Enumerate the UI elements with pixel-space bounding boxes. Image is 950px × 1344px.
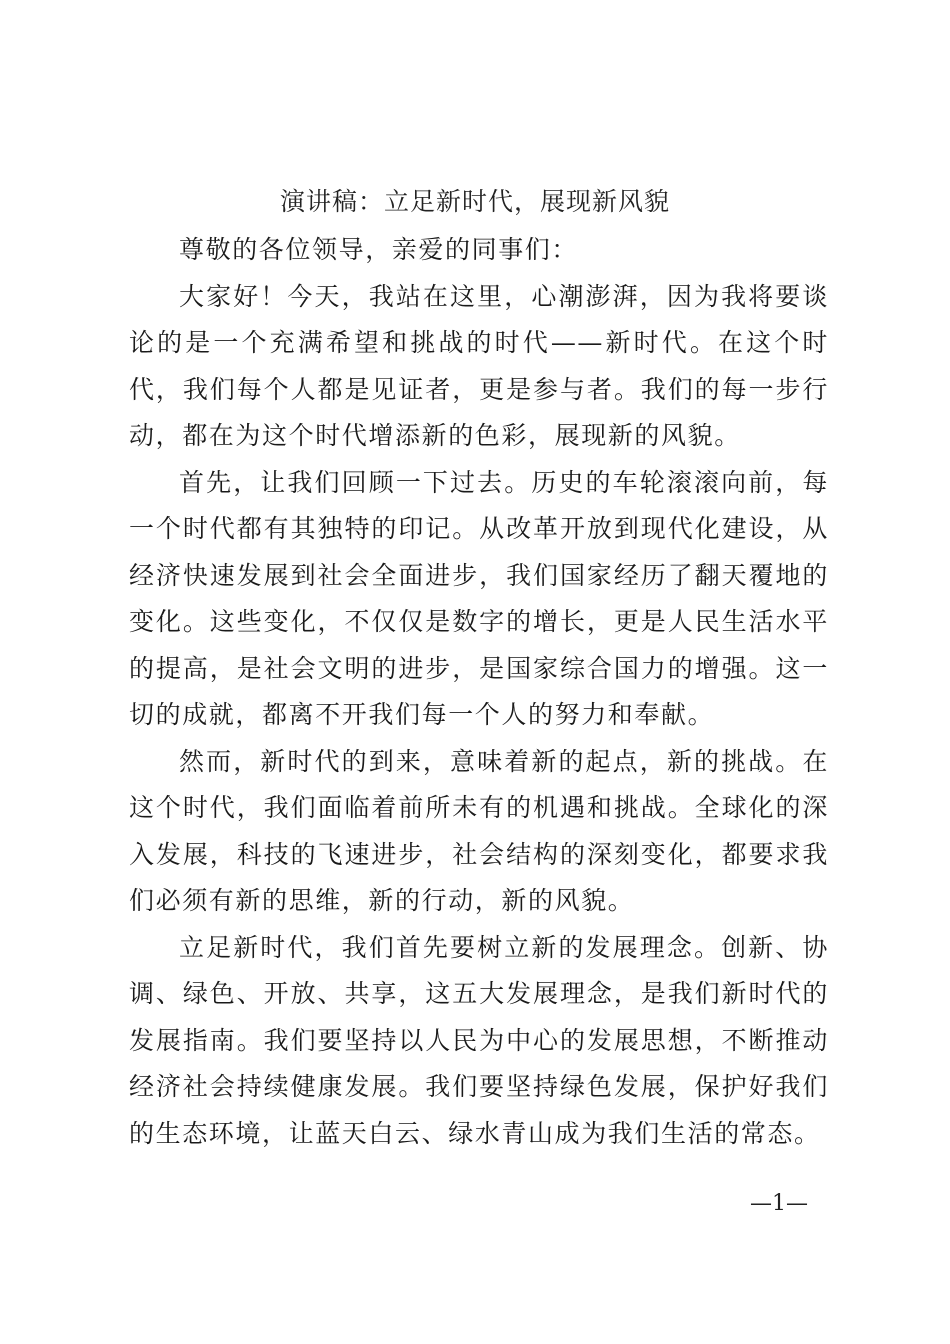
paragraph: 然而，新时代的到来，意味着新的起点，新的挑战。在这个时代，我们面临着前所未有的机遇和挑战。全球化的深入发展，科技的飞速进步，社会结构的深刻变化，都要求我们必须有新的思维，新的行动，新的风貌。 — [129, 746, 829, 915]
document-title: 演讲稿：立足新时代，展现新风貌 — [279, 187, 670, 216]
page-number: —1— — [750, 1191, 808, 1216]
paragraph: 首先，让我们回顾一下过去。历史的车轮滚滚向前，每一个时代都有其独特的印记。从改革开放到现代化建设，从经济快速发展到社会全面进步，我们国家经历了翻天覆地的变化。这些变化，不仅仅是数字的增长，更是人民生活水平的提高，是社会文明的进步，是国家综合国力的增强。这一切的成就，都离不开我们每一个人的努力和奉献。 — [129, 467, 829, 729]
document-body — [129, 227, 829, 1157]
salutation: 尊敬的各位领导，亲爱的同事们： — [179, 235, 579, 264]
paragraph: 立足新时代，我们首先要树立新的发展理念。创新、协调、绿色、开放、共享，这五大发展理念，是我们新时代的发展指南。我们要坚持以人民为中心的发展思想，不断推动经济社会持续健康发展。我们要坚持绿色发展，保护好我们的生态环境，让蓝天白云、绿水青山成为我们生活的常态。 — [129, 932, 829, 1148]
paragraph: 大家好！今天，我站在这里，心潮澎湃，因为我将要谈论的是一个充满希望和挑战的时代——新时代。在这个时代，我们每个人都是见证者，更是参与者。我们的每一步行动，都在为这个时代增添新的色彩，展现新的风貌。 — [129, 281, 829, 450]
